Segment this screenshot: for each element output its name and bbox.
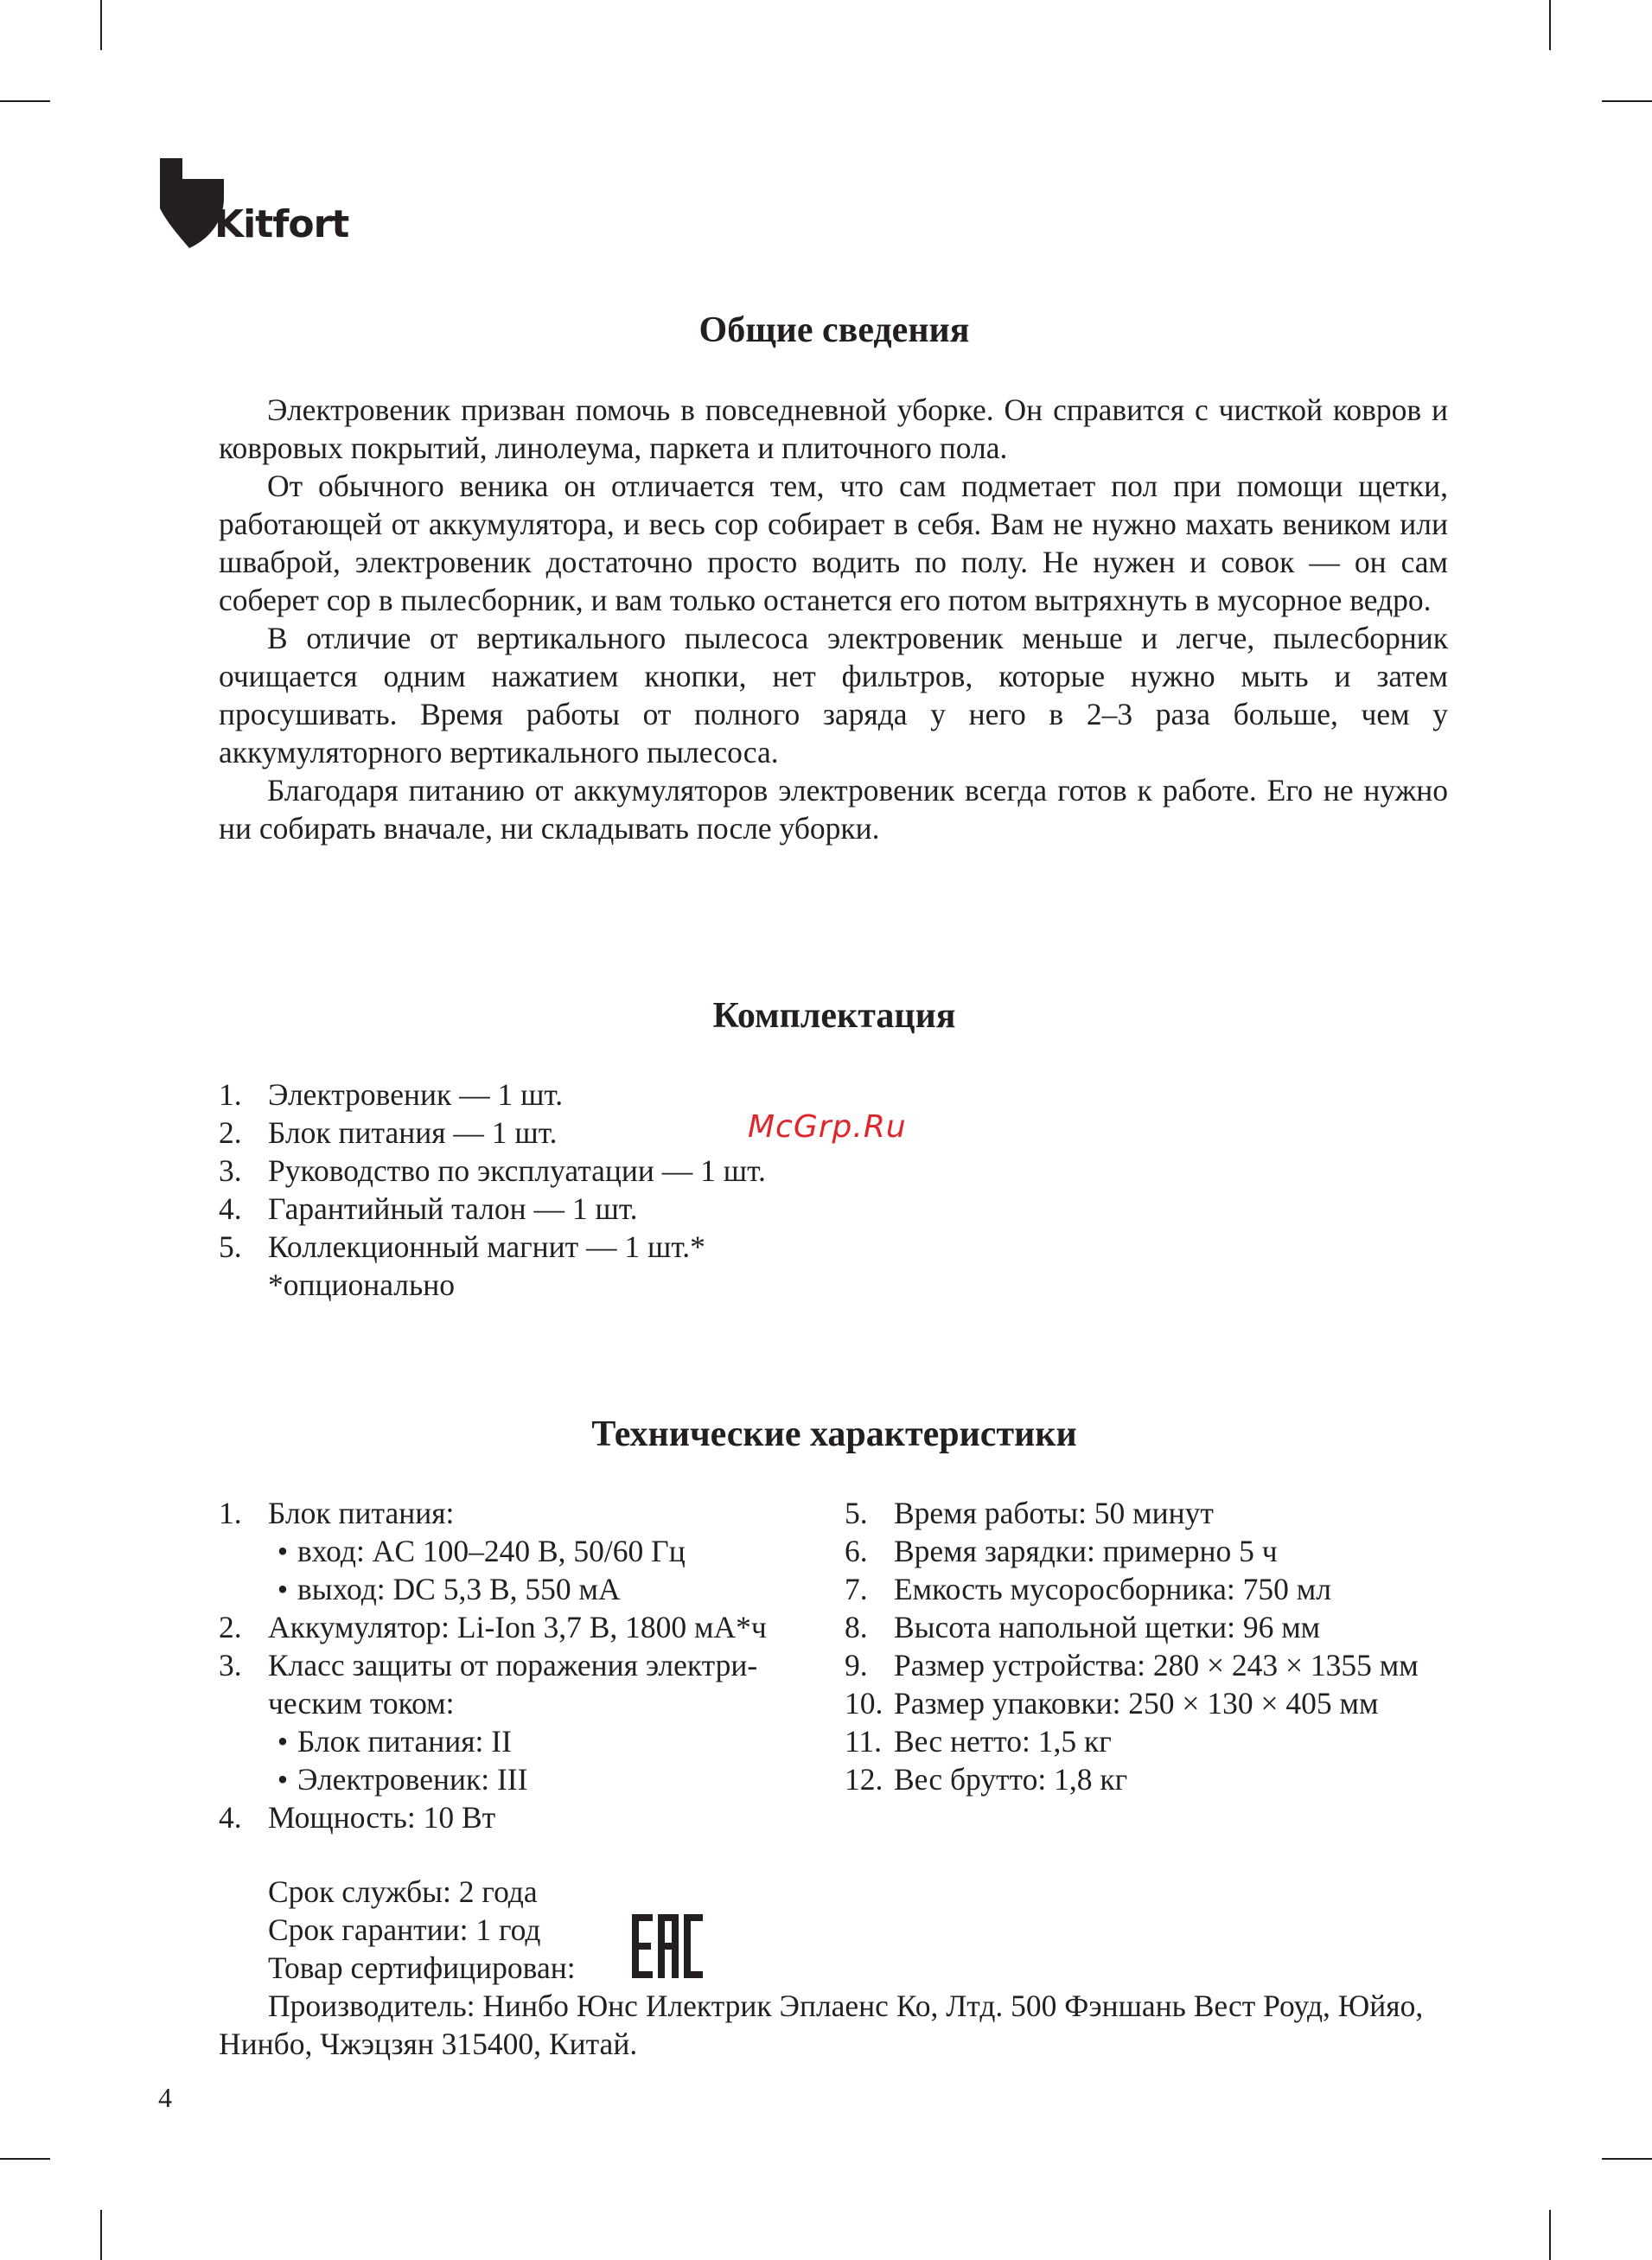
specs-list-right [845,1494,1419,1798]
general-paragraph: От обычного веника он отличается тем, что сам подметает пол при помощи щетки, работающей от аккумулятора, и весь сор собирает в себя. Вам не нужно махать веником или шваброй, электровеник достаточно просто водить по полу. Не нужен и совок — он сам соберет сор в пылесборник, и вам только останется его потом вытряхнуть в мусорное ведро. [219,469,1448,617]
warranty-period: Срок гарантии: 1 год [268,1912,541,1947]
list-item: 6. Время зарядки: примерно 5 ч [845,1534,1278,1568]
certification-text: Товар сертифицирован: [268,1950,576,1985]
crop-mark [100,0,102,50]
list-item: 7. Емкость мусоросборника: 750 мл [845,1572,1331,1606]
specs-list-left [219,1494,767,1836]
crop-mark [1549,0,1551,50]
list-subitem: • вход: AC 100–240 В, 50/60 Гц [277,1534,686,1568]
list-item: 3. Руководство по эксплуатации — 1 шт. [219,1153,766,1188]
package-heading: Комплектация [712,996,956,1036]
service-life: Срок службы: 2 года [268,1874,538,1909]
list-item: 11. Вес нетто: 1,5 кг [845,1724,1112,1759]
eac-mark-icon [632,1914,703,1978]
page-number: 4 [158,2082,172,2113]
package-list [219,1076,766,1304]
crop-mark [0,2158,50,2160]
list-item: 1. Блок питания: [219,1496,455,1530]
list-item: 9. Размер устройства: 280 × 243 × 1355 мм [845,1648,1419,1682]
manufacturer-text: Производитель: Нинбо Юнс Илектрик Эплаенс Ко, Лтд. 500 Фэншань Вест Роуд, Юйяо, Нинбо, Чжэцзян 315400, Китай. [219,1989,1424,2061]
package-note: *опционально [268,1267,455,1302]
general-section [219,391,1448,847]
list-item: 1. Электровеник — 1 шт. [219,1077,564,1112]
list-item: 2. Блок питания — 1 шт. [219,1115,558,1150]
list-item: 8. Высота напольной щетки: 96 мм [845,1610,1321,1644]
list-item: 2. Аккумулятор: Li-Ion 3,7 В, 1800 мА*ч [219,1610,767,1644]
specs-heading: Технические характеристики [591,1414,1077,1454]
brand-logo-text: Kitfort [214,202,349,246]
list-item: 5. Время работы: 50 минут [845,1496,1214,1530]
general-heading: Общие сведения [698,310,970,350]
list-item-continuation: ческим током: [268,1686,455,1721]
manufacturer-info [219,1987,1448,2063]
list-subitem: • Блок питания: II [277,1724,512,1759]
list-item: 3. Класс защиты от поражения электри- [219,1648,758,1682]
list-item: 5. Коллекционный магнит — 1 шт.* [219,1229,705,1264]
list-item: 4. Мощность: 10 Вт [219,1800,496,1835]
crop-mark [1549,2210,1551,2260]
general-paragraph: Благодаря питанию от аккумуляторов электровеник всегда готов к работе. Его не нужно ни собирать вначале, ни складывать после уборки. [219,773,1448,846]
general-paragraph: Электровеник призван помочь в повседневной уборке. Он справится с чисткой ковров и ковровых покрытий, линолеума, паркета и плиточного пола. [219,393,1448,465]
crop-mark [1602,2158,1652,2160]
list-subitem: • Электровеник: III [277,1762,528,1797]
crop-mark [1602,100,1652,102]
list-item: 10. Размер упаковки: 250 × 130 × 405 мм [845,1686,1379,1721]
general-paragraph: В отличие от вертикального пылесоса электровеник меньше и легче, пылесборник очищается одним нажатием кнопки, нет фильтров, которые нужно мыть и затем просушивать. Время работы от полного заряда у него в 2–3 раза больше, чем у аккумуляторного вертикального пылесоса. [219,621,1448,769]
watermark: McGrp.Ru [748,1109,907,1145]
list-item: 4. Гарантийный талон — 1 шт. [219,1191,638,1226]
list-subitem: • выход: DC 5,3 В, 550 мА [277,1572,621,1606]
crop-mark [0,100,50,102]
crop-mark [100,2210,102,2260]
list-item: 12. Вес брутто: 1,8 кг [845,1762,1128,1797]
